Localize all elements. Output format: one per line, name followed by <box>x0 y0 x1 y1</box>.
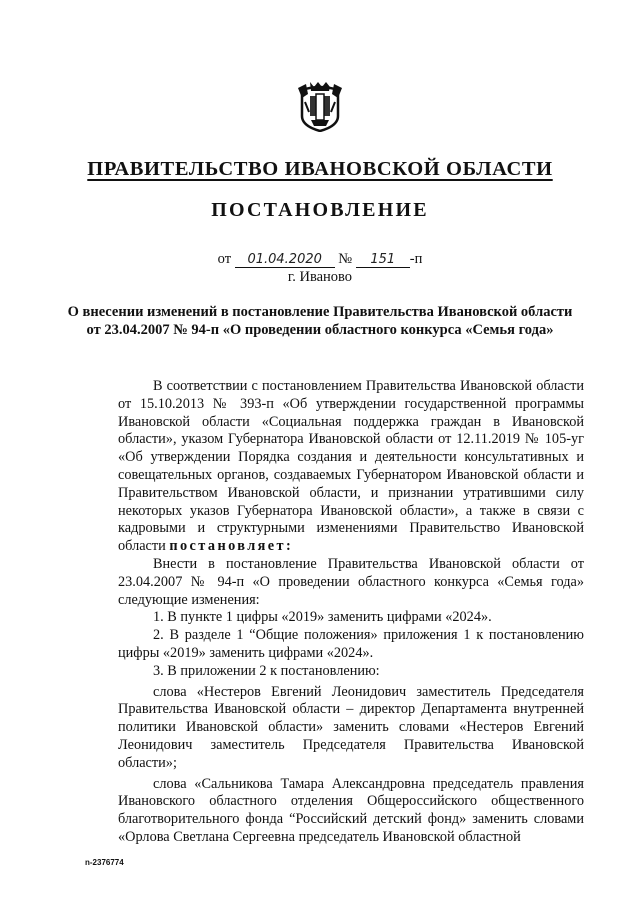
city: г. Иваново <box>287 269 353 285</box>
ivanovo-coat-of-arms-icon <box>298 82 342 132</box>
number-suffix: -п <box>409 251 423 267</box>
body-paragraph: слова «Сальникова Тамара Александровна председатель правления Ивановского областного отделения Общероссийского общественного благотворительного фонда “Российский детский фонд» заменить словами «Орлова Светлана Сергеевна председатель Ивановской областной <box>118 775 584 845</box>
body-paragraph: 1. В пункте 1 цифры «2019» заменить цифрами «2024». <box>153 609 492 626</box>
body-paragraph: 2. В разделе 1 “Общие положения» приложения 1 к постановлению цифры «2019» заменить цифрами «2024». <box>118 627 584 661</box>
document-code: n-2376774 <box>85 858 124 867</box>
handwritten-number: 151 <box>356 253 410 268</box>
government-title: ПРАВИТЕЛЬСТВО ИВАНОВСКОЙ ОБЛАСТИ <box>87 158 553 180</box>
preamble-text: В соответствии с постановлением Правительства Ивановской области от 15.10.2013 № 393-п «Об утверждении государственной программы Ивановской области «Социальная поддержка граждан в Ивановской области», указом Губернатора Ивановской области от 12.11.2019 № 105-уг «Об утверждении Порядка создания и деятельности консультативных и совещательных органов, создаваемых Губернатором Ивановской области и Правительством Ивановской области, и признании утратившими силу некоторых указов Губернатора Ивановской области», а также в связи с кадровыми и структурными изменениями Правительство Ивановской области <box>118 378 584 555</box>
document-number-line <box>0 251 640 268</box>
document-body <box>118 378 584 847</box>
resolves-word: постановляет: <box>169 538 294 555</box>
document-subject: О внесении изменений в постановление Правительства Ивановской области от 23.04.2007 № 94-п «О проведении областного конкурса «Семья года» <box>67 304 573 338</box>
body-paragraph: Внести в постановление Правительства Ивановской области от 23.04.2007 № 94-п «О проведении областного конкурса «Семья года» следующие изменения: <box>118 555 584 608</box>
number-label: № <box>338 251 353 267</box>
document-type: ПОСТАНОВЛЕНИЕ <box>211 199 429 221</box>
body-paragraph: 3. В приложении 2 к постановлению: <box>153 662 380 679</box>
body-paragraph: слова «Нестеров Евгений Леонидович заместитель Председателя Правительства Ивановской области – директор Департамента внутренней политики Ивановской области» заменить словами «Нестеров Евгений Леонидович заместитель Председателя Правительства Ивановской области»; <box>118 683 584 771</box>
handwritten-date: 01.04.2020 <box>235 253 335 268</box>
date-prefix: от <box>217 251 232 267</box>
preamble-paragraph <box>118 378 584 556</box>
